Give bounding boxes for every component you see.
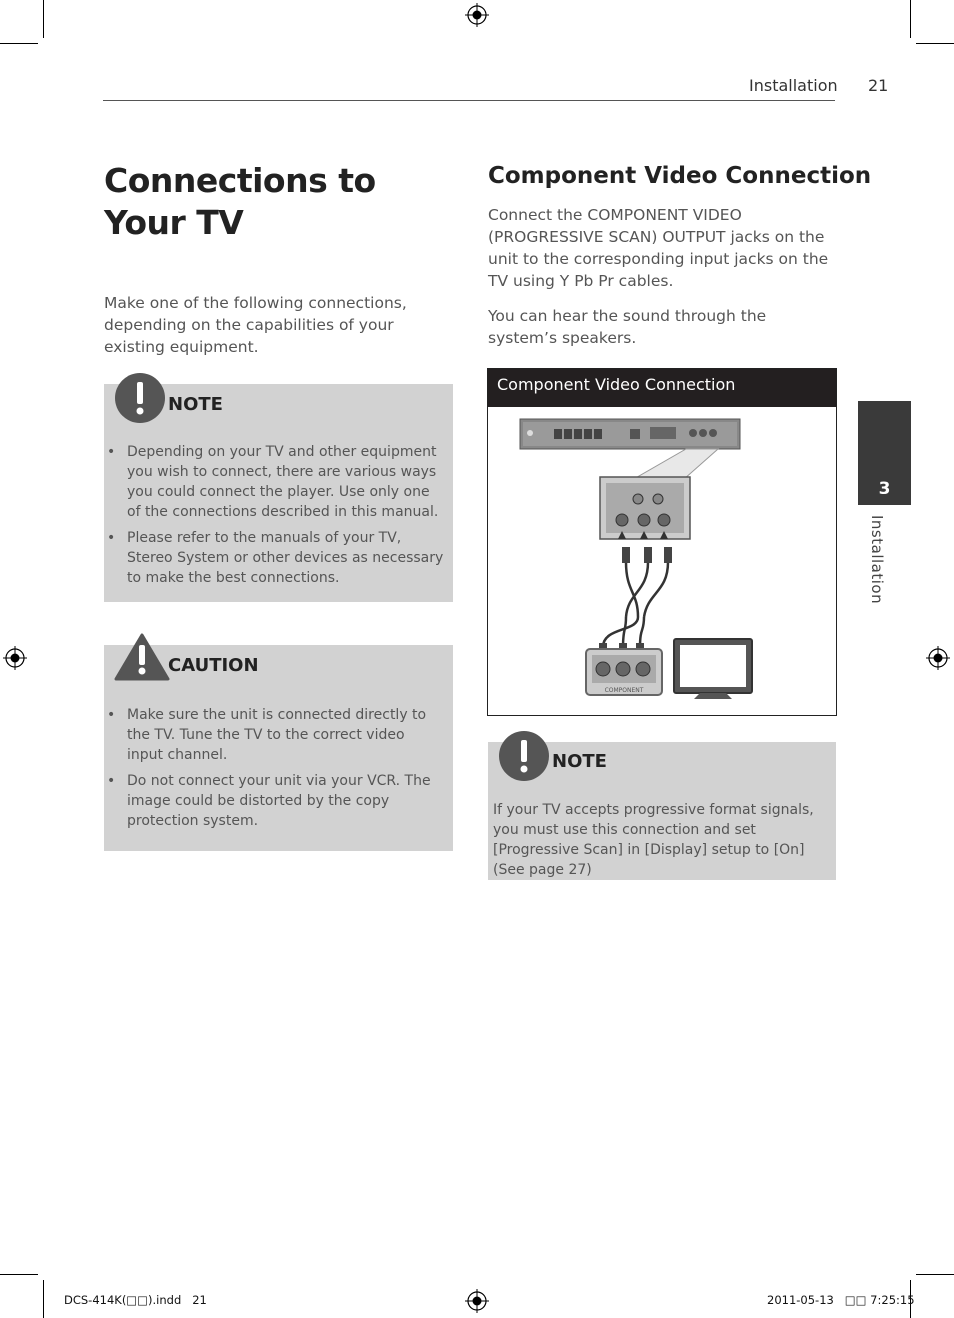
- caution-box: [104, 645, 453, 851]
- registration-mark-icon: [926, 646, 950, 670]
- list-item: • Please refer to the manuals of your TV, Stereo System or other devices as necessary to make the best connections.: [104, 528, 446, 588]
- figure-caption-bar: [488, 369, 836, 407]
- crop-mark: [916, 1274, 954, 1275]
- crop-mark: [43, 0, 44, 38]
- chapter-number: 3: [878, 479, 891, 499]
- caution-list: [104, 705, 434, 837]
- registration-mark-icon: [465, 1289, 489, 1313]
- note-text: If your TV accepts progressive format signals, you must use this connection and set [Progressive Scan] in [Display] setup to [On] (See page 27): [493, 802, 814, 878]
- note-box: [104, 384, 453, 602]
- warning-triangle-icon: [114, 633, 170, 681]
- crop-mark: [0, 1274, 38, 1275]
- exclamation-icon: [498, 730, 550, 782]
- header-rule: [103, 100, 835, 101]
- component-paragraph: Connect the COMPONENT VIDEO (PROGRESSIVE SCAN) OUTPUT jacks on the unit to the corresponding input jacks on the TV using Y Pb Pr cables.: [488, 206, 829, 290]
- crop-mark: [916, 43, 954, 44]
- figure-caption: Component Video Connection: [497, 375, 736, 394]
- chapter-tab: [858, 401, 911, 505]
- running-header-section: Installation: [749, 76, 838, 95]
- crop-mark: [910, 0, 911, 38]
- note-heading: NOTE: [168, 394, 223, 415]
- note-heading: NOTE: [552, 751, 607, 772]
- footer-file: DCS-414K(□□).indd 21: [64, 1293, 207, 1307]
- list-item: • Do not connect your unit via your VCR. The image could be distorted by the copy protection system.: [104, 771, 434, 831]
- exclamation-icon: [114, 372, 166, 424]
- page-number: 21: [868, 76, 889, 95]
- registration-mark-icon: [465, 3, 489, 27]
- intro-paragraph: Make one of the following connections, depending on the capabilities of your existing equipment.: [104, 294, 407, 356]
- note-list: [104, 442, 446, 594]
- footer-date: 2011-05-13 □□ 7:25:15: [767, 1293, 915, 1307]
- section-title: Component Video Connection: [488, 163, 872, 189]
- list-item: • Depending on your TV and other equipment you wish to connect, there are various ways you could connect the player. Use only one of the connections described in this manual.: [104, 442, 446, 522]
- crop-mark: [0, 43, 38, 44]
- crop-mark: [43, 1280, 44, 1318]
- chapter-label: Installation: [868, 515, 886, 605]
- list-item: • Make sure the unit is connected directly to the TV. Tune the TV to the correct video input channel.: [104, 705, 434, 765]
- page-title: Connections to Your TV: [104, 161, 376, 242]
- component-jack-label: COMPONENT: [604, 687, 644, 694]
- component-paragraph: You can hear the sound through the system’s speakers.: [488, 307, 767, 347]
- component-connection-illustration: [488, 407, 836, 715]
- registration-mark-icon: [3, 646, 27, 670]
- caution-heading: CAUTION: [168, 655, 259, 676]
- connection-figure: [487, 368, 837, 716]
